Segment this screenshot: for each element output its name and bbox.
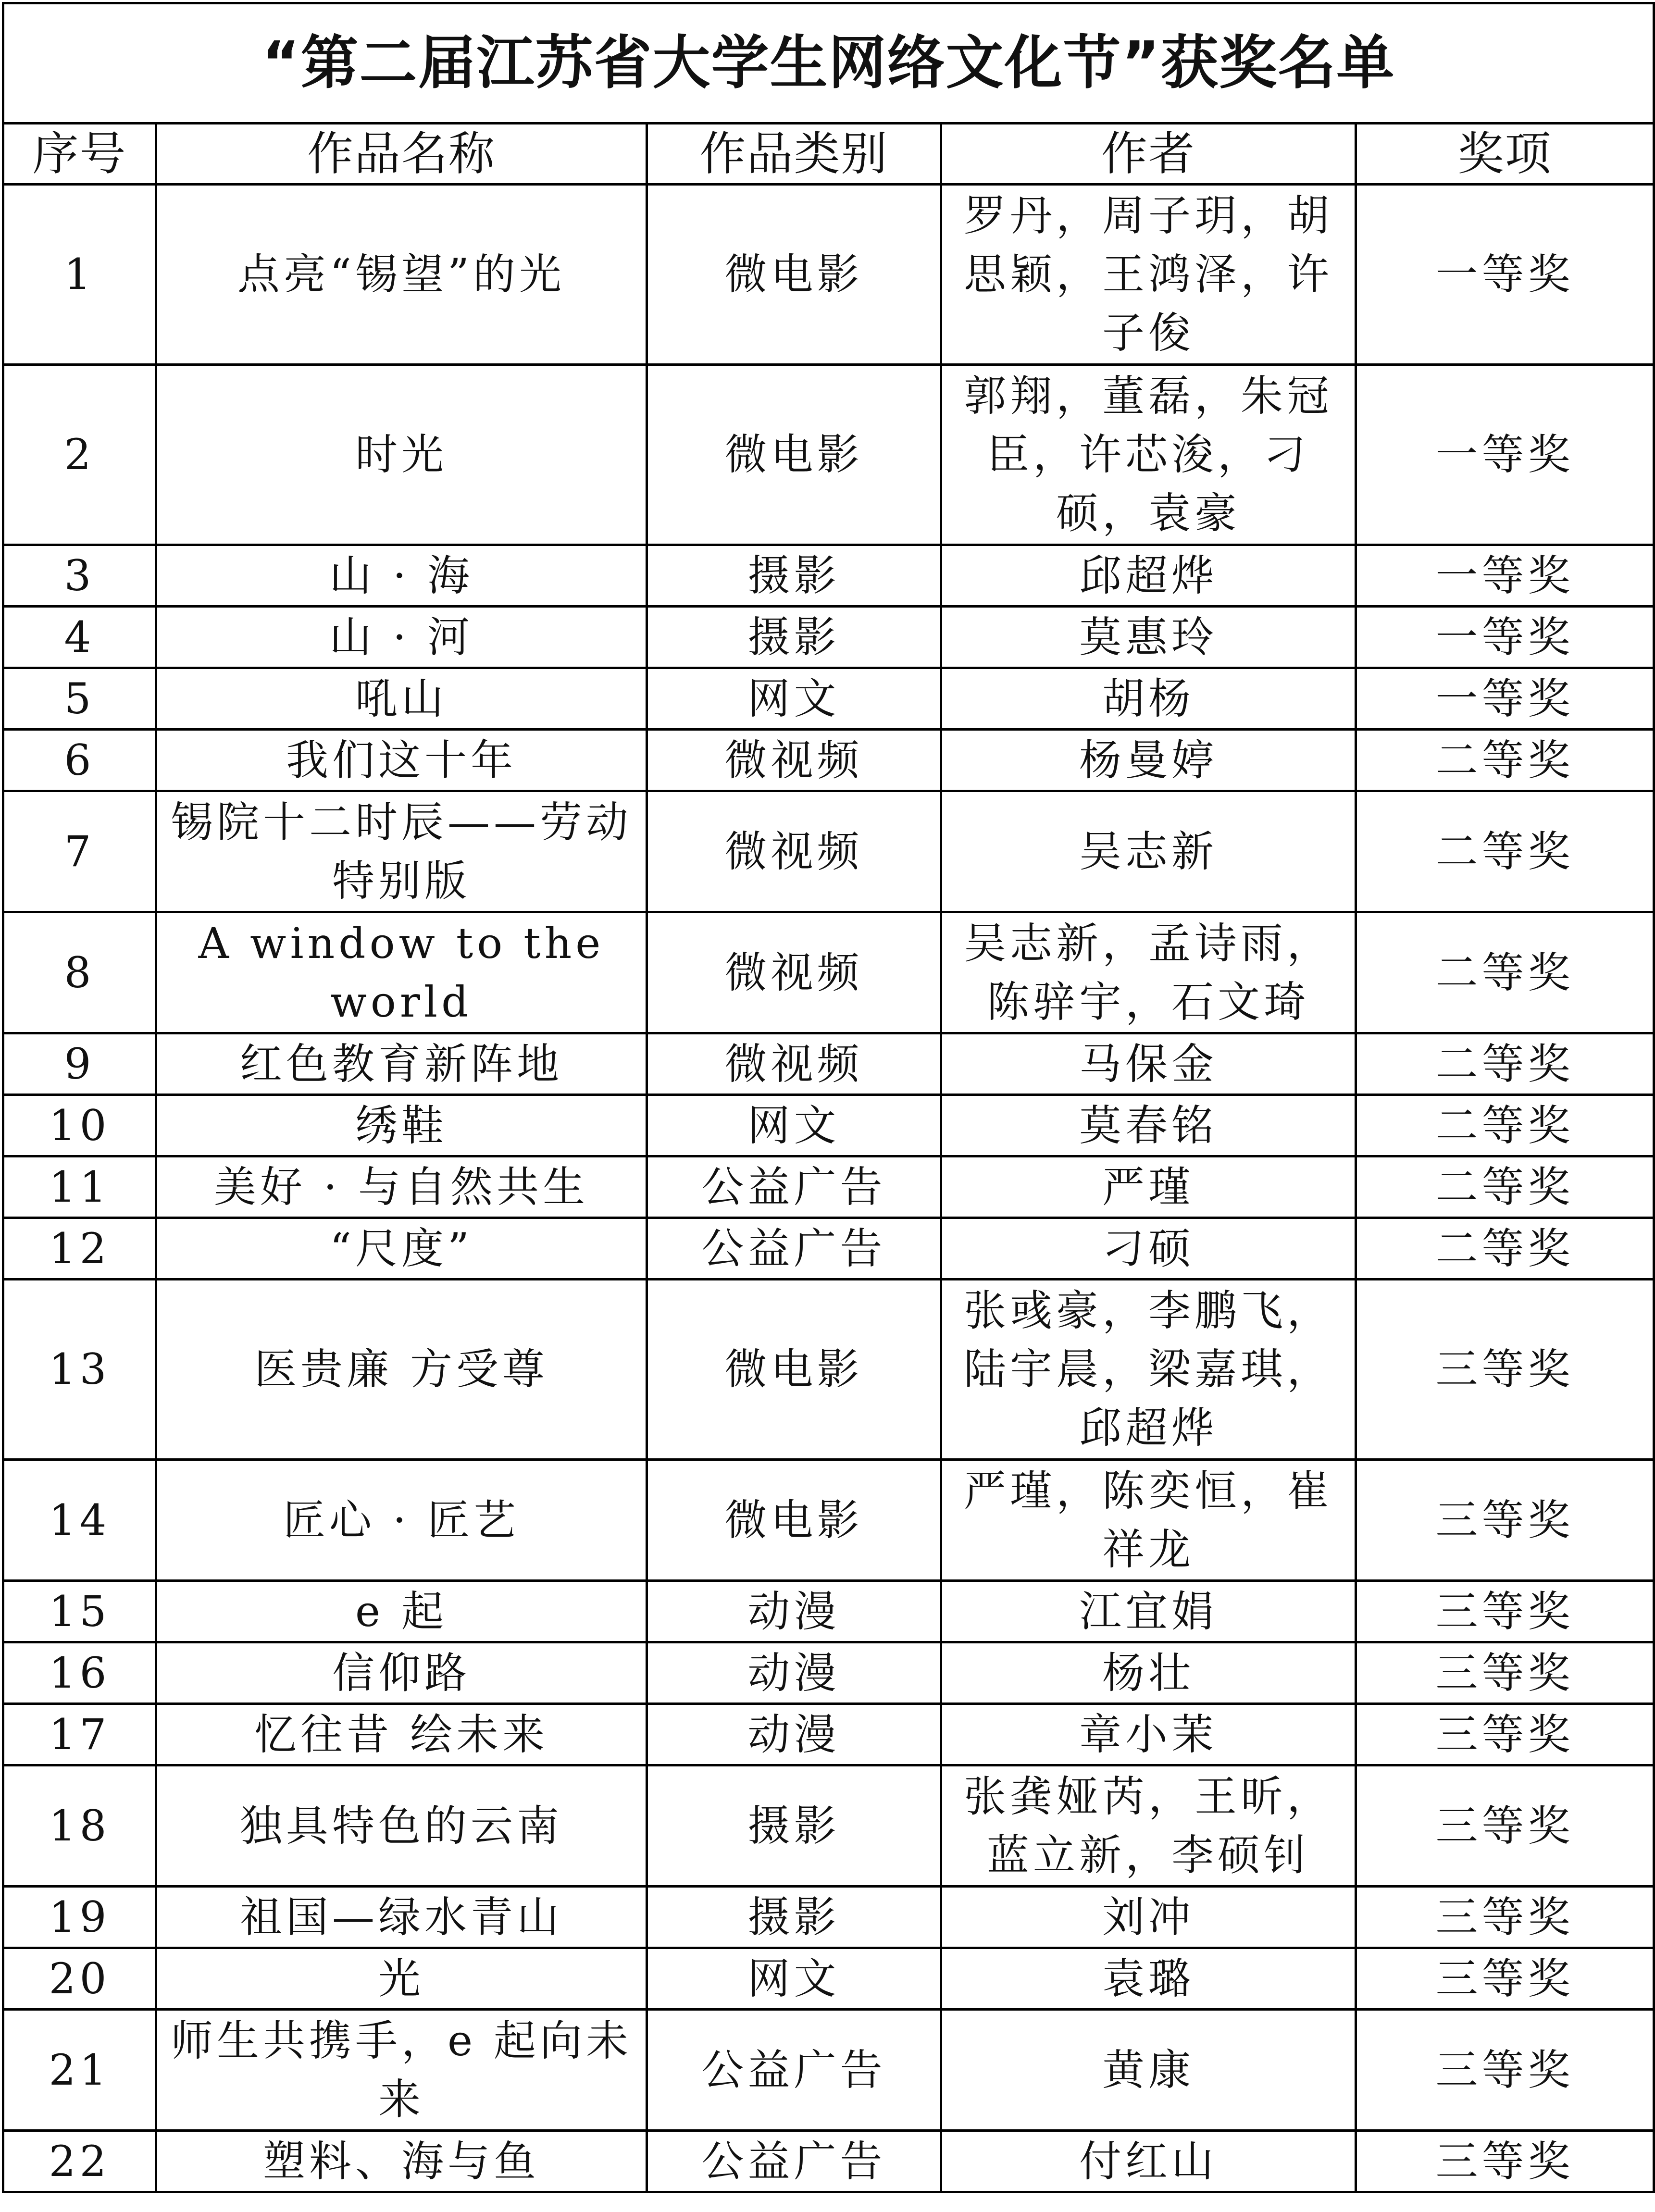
cell-authors: 刘冲 [941,1887,1356,1948]
cell-authors: 严瑾 [941,1156,1356,1218]
cell-work-name: A window to the world [156,912,647,1033]
cell-work-name: 山 · 海 [156,545,647,607]
cell-authors: 吴志新 [941,791,1356,912]
cell-category: 动漫 [647,1581,941,1642]
cell-category: 摄影 [647,1765,941,1887]
cell-award: 三等奖 [1356,2131,1654,2192]
cell-award: 二等奖 [1356,1095,1654,1156]
cell-category: 网文 [647,668,941,730]
cell-authors: 严瑾，陈奕恒，崔祥龙 [941,1460,1356,1581]
column-header-authors: 作者 [941,124,1356,185]
cell-work-name: 吼山 [156,668,647,730]
table-row [3,668,1654,730]
cell-authors: 马保金 [941,1033,1356,1095]
cell-category: 动漫 [647,1704,941,1765]
cell-award: 一等奖 [1356,545,1654,607]
table-row [3,1095,1654,1156]
cell-authors: 章小茉 [941,1704,1356,1765]
cell-category: 微电影 [647,365,941,545]
table-row [3,791,1654,912]
table-row [3,1460,1654,1581]
table-row [3,1581,1654,1642]
cell-award: 一等奖 [1356,607,1654,668]
cell-authors: 张彧豪，李鹏飞，陆宇晨，梁嘉琪，邱超烨 [941,1280,1356,1460]
cell-number: 2 [3,365,156,545]
cell-number: 13 [3,1280,156,1460]
table-row [3,1642,1654,1704]
cell-authors: 张龚娅芮，王昕，蓝立新，李硕钊 [941,1765,1356,1887]
cell-number: 8 [3,912,156,1033]
column-header-name: 作品名称 [156,124,647,185]
page-title: “第二届江苏省大学生网络文化节”获奖名单 [3,3,1654,124]
cell-category: 微视频 [647,791,941,912]
cell-authors: 邱超烨 [941,545,1356,607]
cell-work-name: “尺度” [156,1218,647,1280]
cell-award: 三等奖 [1356,1887,1654,1948]
cell-work-name: 红色教育新阵地 [156,1033,647,1095]
cell-work-name: 匠心 · 匠艺 [156,1460,647,1581]
cell-award: 三等奖 [1356,1460,1654,1581]
cell-category: 微电影 [647,185,941,365]
cell-category: 微电影 [647,1460,941,1581]
cell-number: 5 [3,668,156,730]
cell-award: 一等奖 [1356,668,1654,730]
cell-work-name: 美好 · 与自然共生 [156,1156,647,1218]
table-row [3,1704,1654,1765]
cell-authors: 杨曼婷 [941,730,1356,791]
cell-work-name: 时光 [156,365,647,545]
column-header-no: 序号 [3,124,156,185]
cell-number: 19 [3,1887,156,1948]
cell-award: 二等奖 [1356,730,1654,791]
cell-category: 公益广告 [647,1218,941,1280]
cell-award: 二等奖 [1356,1218,1654,1280]
cell-work-name: 信仰路 [156,1642,647,1704]
cell-number: 6 [3,730,156,791]
cell-work-name: 忆往昔 绘未来 [156,1704,647,1765]
cell-number: 4 [3,607,156,668]
cell-award: 三等奖 [1356,1704,1654,1765]
table-row [3,1156,1654,1218]
table-row [3,1887,1654,1948]
table-row [3,730,1654,791]
cell-number: 15 [3,1581,156,1642]
cell-authors: 莫春铭 [941,1095,1356,1156]
cell-number: 22 [3,2131,156,2192]
cell-award: 三等奖 [1356,1948,1654,2010]
cell-number: 16 [3,1642,156,1704]
cell-number: 3 [3,545,156,607]
cell-number: 12 [3,1218,156,1280]
table-row [3,2010,1654,2131]
cell-authors: 郭翔，董磊，朱冠臣，许芯浚，刁硕，袁豪 [941,365,1356,545]
cell-category: 微视频 [647,1033,941,1095]
cell-category: 微视频 [647,730,941,791]
cell-award: 二等奖 [1356,1156,1654,1218]
cell-number: 18 [3,1765,156,1887]
cell-number: 1 [3,185,156,365]
table-row [3,1218,1654,1280]
table-row [3,185,1654,365]
cell-category: 微视频 [647,912,941,1033]
table-row [3,1280,1654,1460]
cell-number: 11 [3,1156,156,1218]
cell-number: 14 [3,1460,156,1581]
cell-award: 二等奖 [1356,912,1654,1033]
cell-number: 21 [3,2010,156,2131]
cell-category: 摄影 [647,607,941,668]
column-header-category: 作品类别 [647,124,941,185]
table-row [3,2131,1654,2192]
table-row [3,607,1654,668]
cell-authors: 莫惠玲 [941,607,1356,668]
cell-authors: 黄康 [941,2010,1356,2131]
table-row [3,365,1654,545]
cell-authors: 袁璐 [941,1948,1356,2010]
cell-category: 公益广告 [647,2131,941,2192]
cell-number: 20 [3,1948,156,2010]
cell-award: 一等奖 [1356,185,1654,365]
cell-category: 网文 [647,1095,941,1156]
cell-category: 动漫 [647,1642,941,1704]
cell-category: 摄影 [647,545,941,607]
cell-category: 网文 [647,1948,941,2010]
cell-number: 9 [3,1033,156,1095]
cell-work-name: 山 · 河 [156,607,647,668]
table-row [3,1765,1654,1887]
table-row [3,1033,1654,1095]
table-body [3,185,1654,2192]
cell-category: 微电影 [647,1280,941,1460]
cell-award: 三等奖 [1356,1581,1654,1642]
cell-award: 一等奖 [1356,365,1654,545]
cell-work-name: 祖国—绿水青山 [156,1887,647,1948]
cell-work-name: 医贵廉 方受尊 [156,1280,647,1460]
cell-work-name: 绣鞋 [156,1095,647,1156]
cell-award: 三等奖 [1356,1280,1654,1460]
cell-authors: 刁硕 [941,1218,1356,1280]
cell-authors: 杨壮 [941,1642,1356,1704]
award-table [2,2,1655,2193]
cell-work-name: 点亮“锡望”的光 [156,185,647,365]
cell-authors: 江宜娟 [941,1581,1356,1642]
column-header-award: 奖项 [1356,124,1654,185]
cell-authors: 罗丹，周子玥，胡思颖，王鸿泽，许子俊 [941,185,1356,365]
cell-award: 三等奖 [1356,1642,1654,1704]
cell-award: 二等奖 [1356,1033,1654,1095]
cell-number: 10 [3,1095,156,1156]
cell-work-name: 我们这十年 [156,730,647,791]
cell-authors: 吴志新，孟诗雨，陈骍宇，石文琦 [941,912,1356,1033]
cell-work-name: e 起 [156,1581,647,1642]
cell-work-name: 塑料、海与鱼 [156,2131,647,2192]
table-row [3,1948,1654,2010]
cell-work-name: 独具特色的云南 [156,1765,647,1887]
cell-category: 公益广告 [647,2010,941,2131]
cell-work-name: 锡院十二时辰——劳动特别版 [156,791,647,912]
table-row [3,545,1654,607]
cell-category: 摄影 [647,1887,941,1948]
cell-award: 三等奖 [1356,2010,1654,2131]
table-row [3,912,1654,1033]
cell-authors: 付红山 [941,2131,1356,2192]
cell-category: 公益广告 [647,1156,941,1218]
cell-work-name: 光 [156,1948,647,2010]
cell-award: 三等奖 [1356,1765,1654,1887]
cell-authors: 胡杨 [941,668,1356,730]
cell-work-name: 师生共携手，e 起向未来 [156,2010,647,2131]
cell-number: 7 [3,791,156,912]
cell-number: 17 [3,1704,156,1765]
cell-award: 二等奖 [1356,791,1654,912]
